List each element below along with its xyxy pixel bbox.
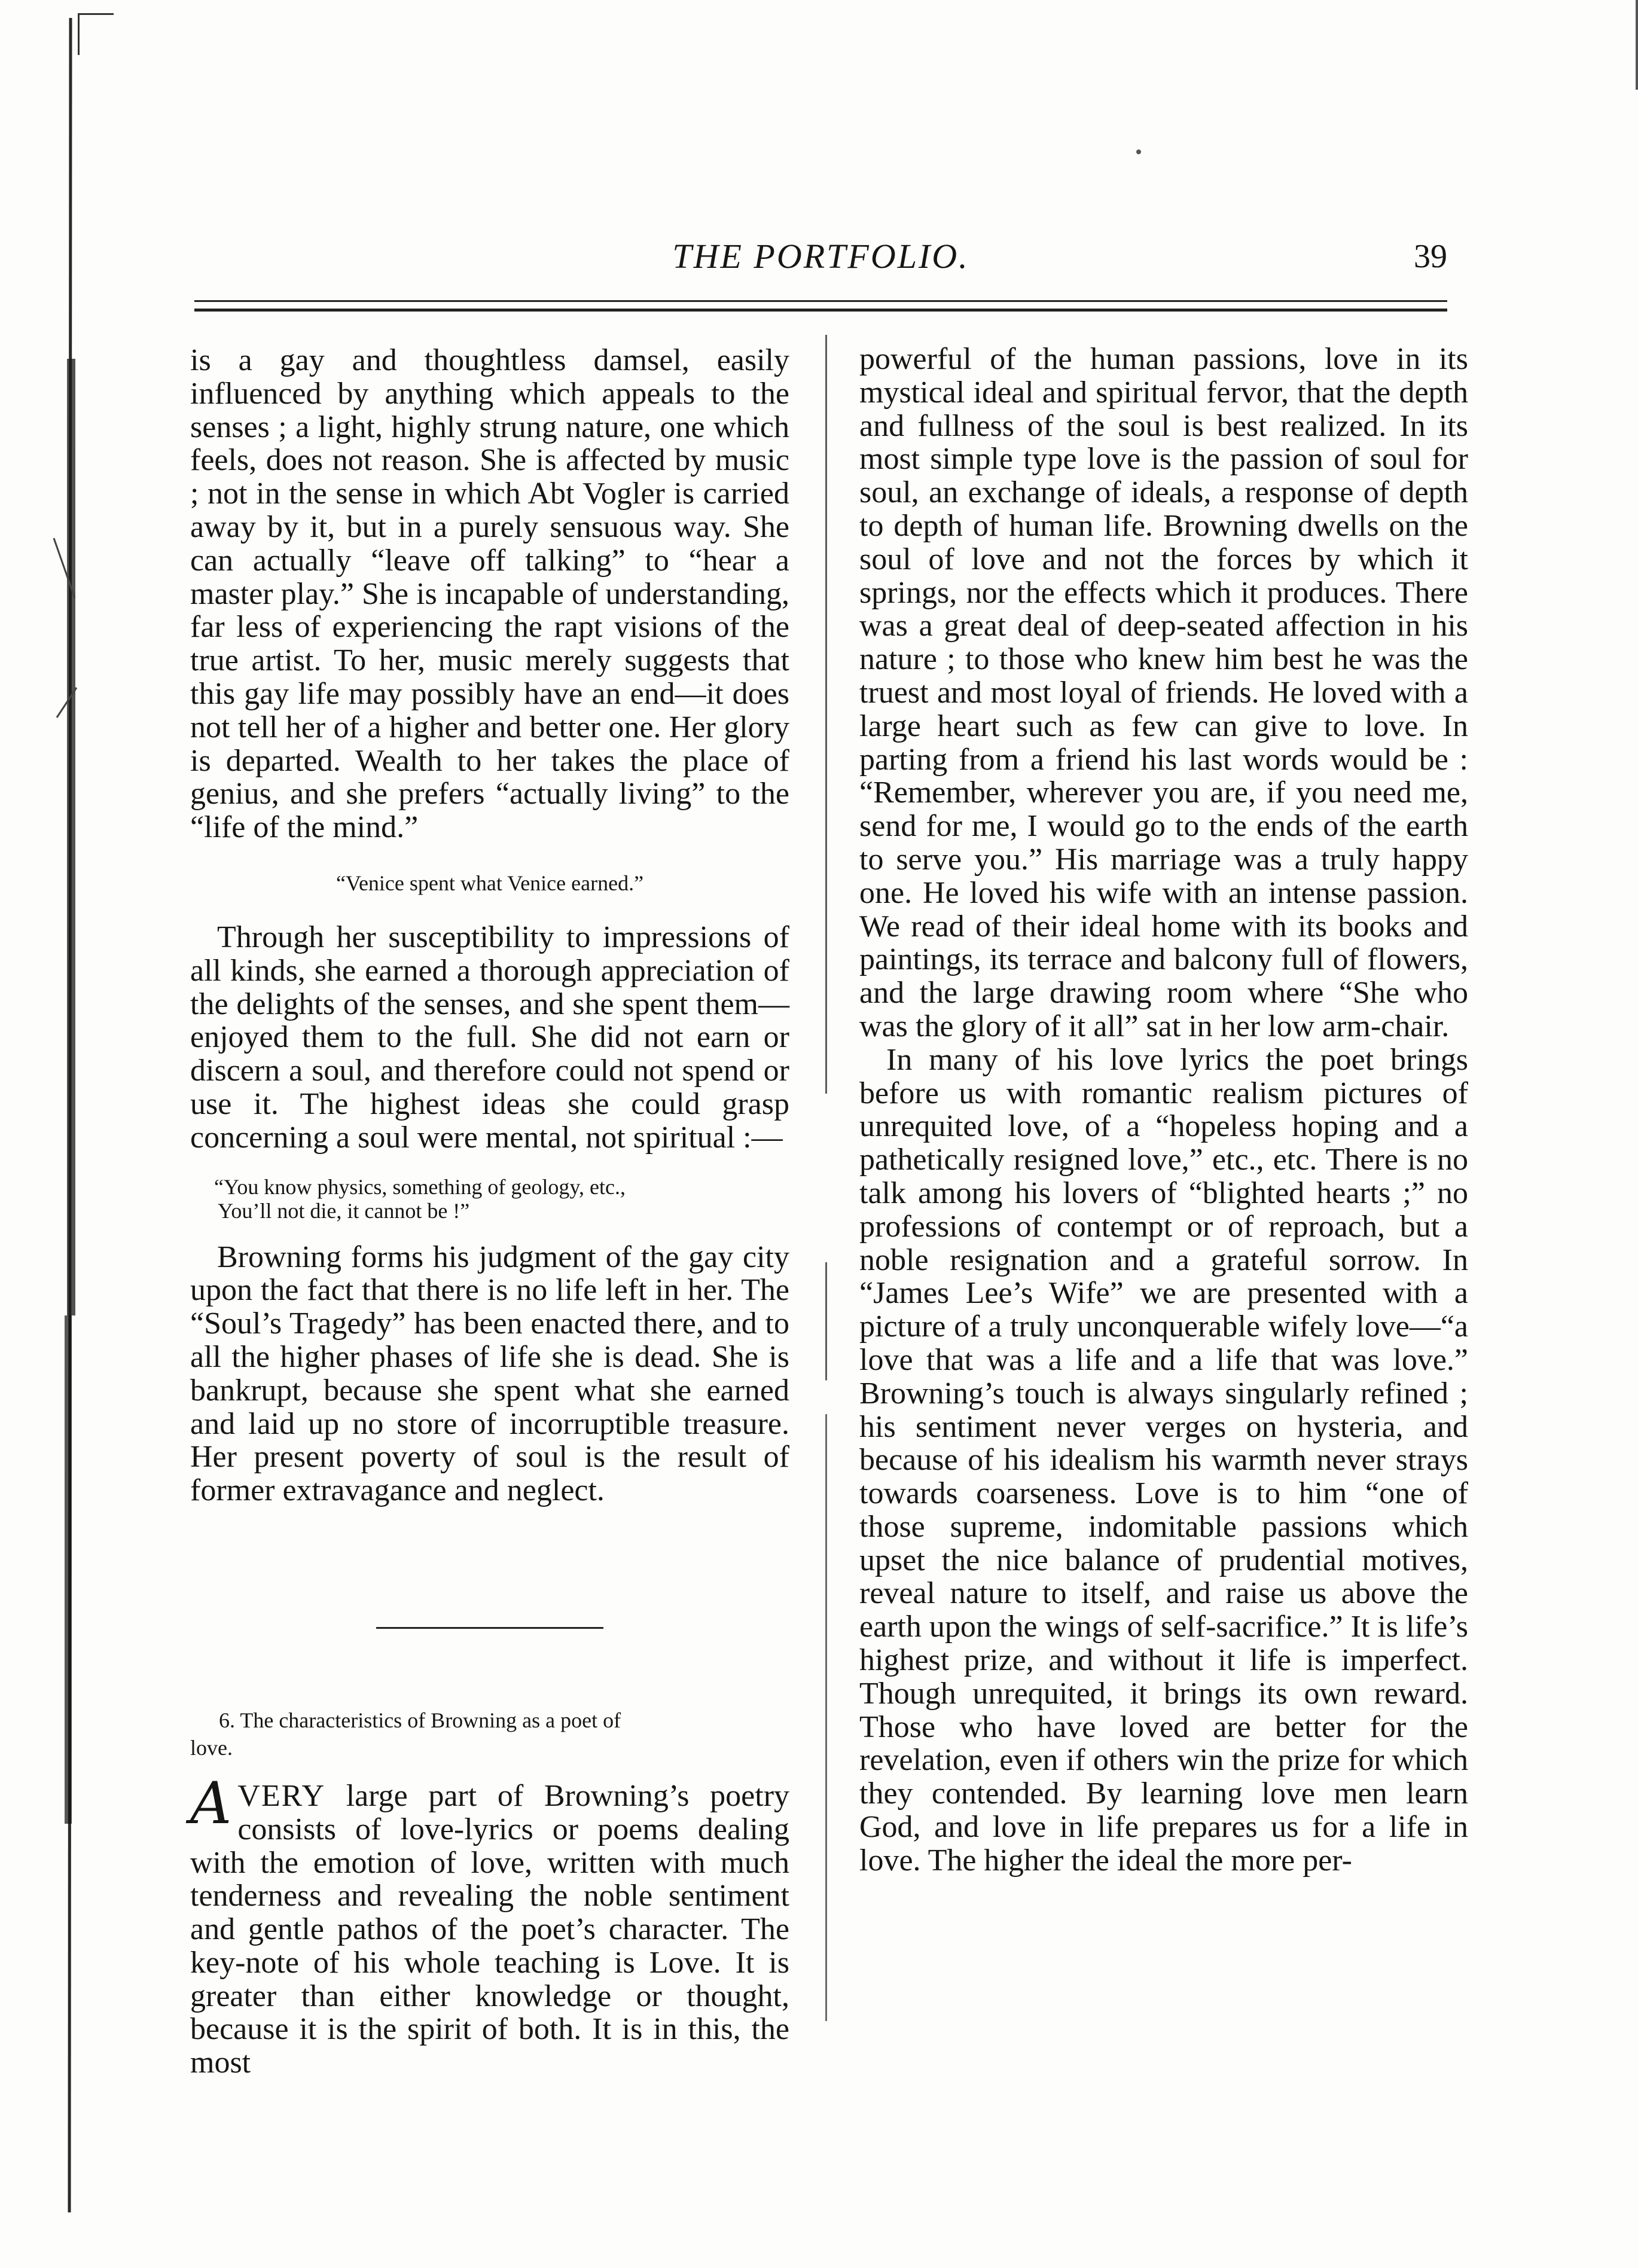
paragraph: In many of his love lyrics the poet brings before us with romantic realism pictures of unrequited love, of a “hopeless hoping and a pathetically resigned love,” etc., etc. There is no talk among his lovers of “blighted hearts ;” no professions of contempt or of reproach, but a noble resignation and a grateful sorrow. In “James Lee’s Wife” we are presented with a picture of a truly unconquerable wifely love—“a love that was a life and a life that was love.” Browning’s touch is always singularly refined ; his sentiment never verges on hysteria, and because of his idealism his warmth never strays towards coarseness. Love is to him “one of those supreme, indomitable passions which upset the nice balance of prudential motives, reveal nature to itself, and raise us above the earth upon the wings of self-sacrifice.” It is life’s highest prize, and without it life is imperfect. Though unrequited, it brings its own reward. Those who have loved are better for the revelation, even if others win the prize for which they contended. By learning love men learn God, and love in life prepares us for a life in love. The higher the ideal the more per- — [859, 1042, 1468, 1878]
scan-binding-edge — [0, 0, 96, 2268]
section-heading-line: 6. The characteristics of Browning as a poet of — [219, 1708, 621, 1732]
verse-quote — [190, 1175, 789, 1223]
paragraph-with-drop-cap — [190, 1769, 790, 2080]
section-heading — [190, 1707, 789, 1762]
lead-word: VERY — [237, 1778, 326, 1813]
paragraph-text: large part of Browning’s poetry consists of love-lyrics or poems dealing with the emotion of love, written with much tenderness and revealing the noble sentiment and gentle pathos of the poet’s character. The key-note of his whole teaching is Love. It is greater than either knowledge or thought, because it is the spirit of both. It is in this, the most — [190, 1778, 790, 2080]
section-divider — [376, 1627, 603, 1629]
corner-mark-vertical — [78, 13, 80, 55]
left-column — [190, 344, 789, 2080]
paragraph: powerful of the human passions, love in its mystical ideal and spiritual fervor, that the depth and fullness of the soul is best realized. In its most simple type love is the passion of soul for soul, an exchange of ideals, a response of depth to depth of human life. Browning dwells on the soul of love and not the forces by which it springs, nor the effects which it produces. There was a great deal of deep-seated affection in his nature ; to those who knew him best he was the truest and most loyal of friends. He loved with a large heart such as few can give to love. In parting from a friend his last words would be : “Remember, wherever you are, if you need me, send for me, I would go to the ends of the earth to serve you.” His marriage was a truly happy one. He loved his wife with an intense passion. We read of their ideal home with its books and paintings, its terrace and balcony full of flowers, and the large drawing room where “She who was the glory of it all” sat in her low arm-chair. — [859, 342, 1468, 1043]
running-title: THE PORTFOLIO. — [672, 237, 969, 276]
header-rule-thin — [194, 300, 1447, 302]
verse-line: “You know physics, something of geology, etc., — [214, 1174, 626, 1199]
right-column — [859, 343, 1468, 1878]
header-rule-thick — [194, 309, 1447, 312]
ink-speck — [1136, 149, 1141, 154]
paragraph: Through her susceptibility to impressions of all kinds, she earned a thorough appreciation of the delights of the senses, and she spent them—enjoyed them to the full. She did not earn or discern a soul, and therefore could not spend or use it. The highest ideas she could grasp concerning a soul were mental, not spiritual :— — [190, 920, 789, 1155]
paragraph: Browning forms his judgment of the gay city upon the fact that there is no life left in her. The “Soul’s Tragedy” has been enacted there, and to all the higher phases of life she is dead. She is bankrupt, because she spent what she earned and laid up no store of incorruptible treasure. Her present poverty of soul is the result of former extravagance and neglect. — [190, 1240, 789, 1508]
column-divider — [825, 335, 827, 2021]
paragraph: is a gay and thoughtless damsel, easily influenced by anything which appeals to the senses ; a light, highly strung nature, one which feels, does not reason. She is affected by music ; not in the sense in which Abt Vogler is carried away by it, but in a purely sensuous way. She can actually “leave off talking” to “hear a master play.” She is incapable of understanding, far less of experiencing the rapt visions of the true artist. To her, music merely suggests that this gay life may possibly have an end—it does not tell her of a higher and better one. Her glory is departed. Wealth to her takes the place of genius, and she prefers “actually living” to the “life of the mind.” — [190, 343, 789, 845]
running-head — [194, 236, 1447, 284]
right-edge-mark — [1636, 0, 1638, 90]
block-quote: “Venice spent what Venice earned.” — [335, 871, 644, 895]
section-heading-line: love. — [190, 1735, 233, 1760]
corner-mark — [78, 13, 114, 15]
drop-cap: A — [190, 1769, 232, 1837]
page-number: 39 — [1414, 238, 1447, 275]
verse-line: You’ll not die, it cannot be !” — [218, 1198, 470, 1223]
